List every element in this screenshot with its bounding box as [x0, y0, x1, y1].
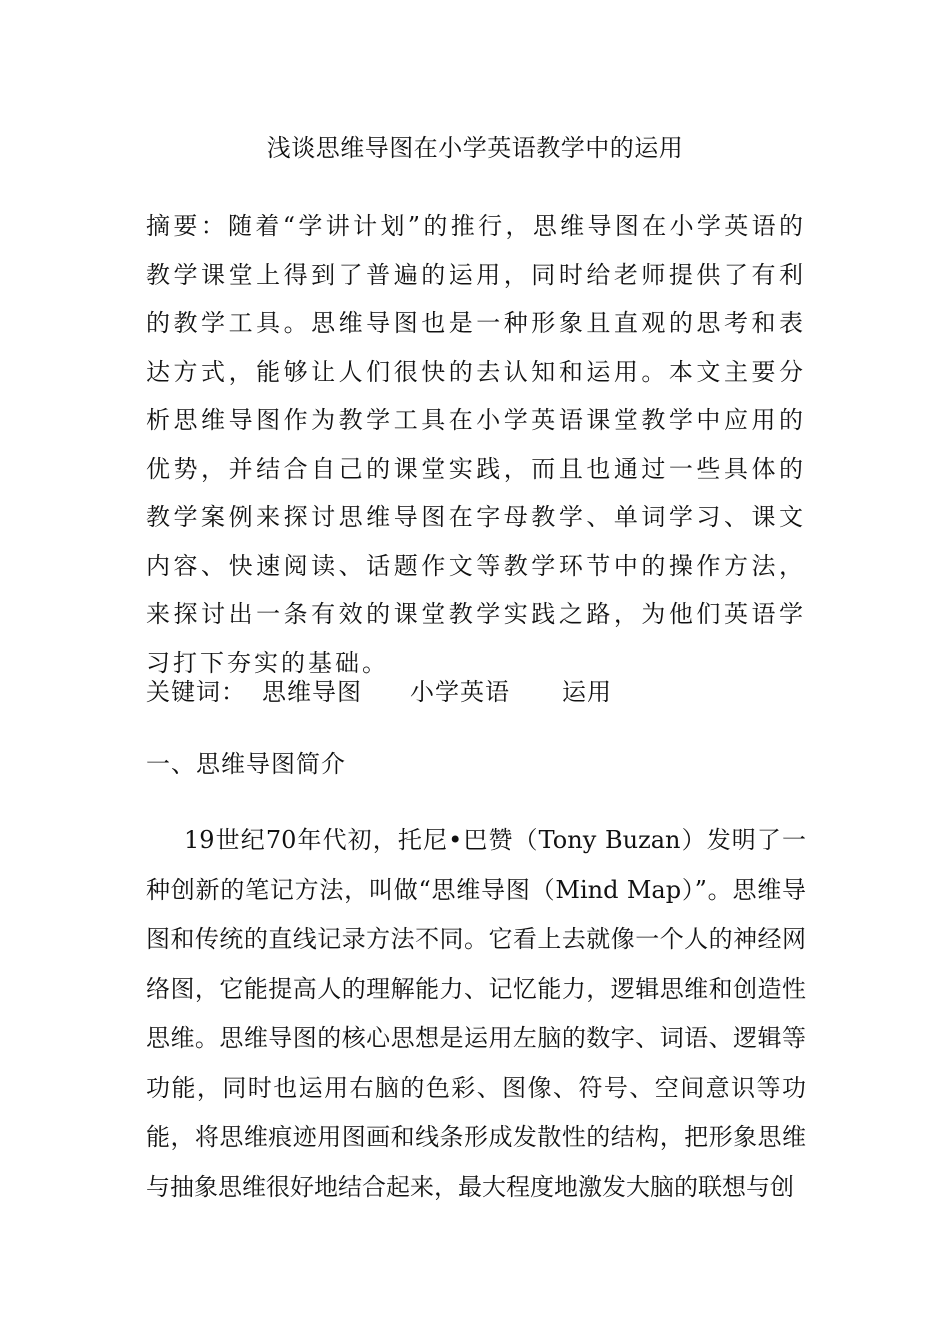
keywords-label: 关键词： — [146, 678, 246, 706]
section-heading: 一、思维导图简介 — [146, 750, 346, 778]
keyword-item: 思维导图 — [262, 678, 362, 706]
document-title: 浅谈思维导图在小学英语教学中的运用 — [266, 134, 684, 162]
keyword-item: 运用 — [562, 678, 612, 706]
body-paragraph: 19世纪70年代初，托尼•巴赞（Tony Buzan）发明了一种创新的笔记方法，叫做“思维导图（Mind Map）”。思维导图和传统的直线记录方法不同。它看上去就像一个人的神经网络图，它能提高人的理解能力、记忆能力，逻辑思维和创造性思维。思维导图的核心思想是运用左脑的数字、词语、逻辑等功能，同时也运用右脑的色彩、图像、符号、空间意识等功能，将思维痕迹用图画和线条形成发散性的结构，把形象思维与抽象思维很好地结合起来，最大程度地激发大脑的联想与创 — [146, 826, 806, 1201]
keyword-item: 小学英语 — [410, 678, 510, 706]
abstract-paragraph: 摘要：随着“学讲计划”的推行，思维导图在小学英语的教学课堂上得到了普遍的运用，同时给老师提供了有利的教学工具。思维导图也是一种形象且直观的思考和表达方式，能够让人们很快的去认知和运用。本文主要分析思维导图作为教学工具在小学英语课堂教学中应用的优势，并结合自己的课堂实践，而且也通过一些具体的教学案例来探讨思维导图在字母教学、单词学习、课文内容、快速阅读、话题作文等教学环节中的操作方法，来探讨出一条有效的课堂教学实践之路，为他们英语学习打下夯实的基础。 — [146, 212, 806, 677]
keywords-line — [146, 672, 806, 712]
